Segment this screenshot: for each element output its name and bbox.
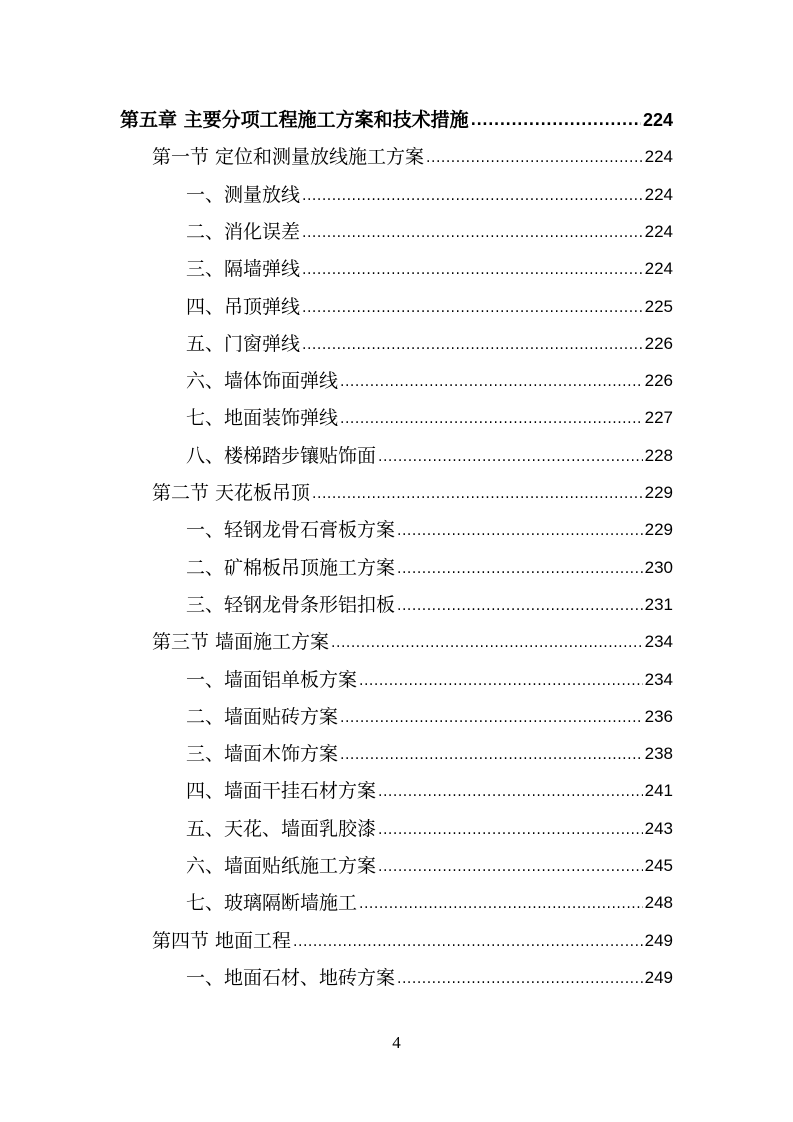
- toc-entry-page: 225: [644, 297, 673, 316]
- toc-dot-leader: [302, 332, 643, 356]
- toc-entry-page: 249: [644, 968, 673, 987]
- toc-entry-page: 231: [644, 595, 673, 614]
- toc-item-row: [186, 773, 673, 803]
- toc-entry-title: 六、墙面贴纸施工方案: [186, 855, 377, 877]
- toc-dot-leader: [378, 779, 643, 803]
- toc-entry-page: 241: [644, 781, 673, 800]
- toc-entry-page: 243: [644, 819, 673, 838]
- toc-entry-title: 五、天花、墙面乳胶漆: [186, 818, 377, 840]
- toc-entry-title: 四、吊顶弹线: [186, 296, 301, 318]
- toc-entry-title: 七、地面装饰弹线: [186, 407, 339, 429]
- toc-item-row: [186, 699, 673, 729]
- toc-item-row: [186, 400, 673, 430]
- toc-dot-leader: [471, 108, 641, 132]
- toc-dot-leader: [397, 518, 643, 542]
- toc-dot-leader: [378, 817, 643, 841]
- toc-entry-page: 226: [644, 371, 673, 390]
- toc-item-row: [186, 289, 673, 319]
- toc-entry-title: 第二节 天花板吊顶: [152, 482, 311, 504]
- toc-entry-title: 四、墙面干挂石材方案: [186, 780, 377, 802]
- toc-item-row: [186, 438, 673, 468]
- toc-entry-page: 236: [644, 707, 673, 726]
- toc-entry-title: 二、墙面贴砖方案: [186, 706, 339, 728]
- toc-entry-title: 三、隔墙弹线: [186, 258, 301, 280]
- toc-entry-title: 三、墙面木饰方案: [186, 743, 339, 765]
- toc-dot-leader: [340, 742, 643, 766]
- toc-item-row: [186, 960, 673, 990]
- toc-item-row: [186, 512, 673, 542]
- toc-item-row: [186, 177, 673, 207]
- toc-entry-title: 第四节 地面工程: [152, 930, 292, 952]
- toc-entry-page: 248: [644, 893, 673, 912]
- toc-entry-title: 二、矿棉板吊顶施工方案: [186, 557, 396, 579]
- toc-entry-page: 234: [644, 670, 673, 689]
- toc-dot-leader: [302, 183, 643, 207]
- toc-entry-title: 八、楼梯踏步镶贴饰面: [186, 445, 377, 467]
- toc-dot-leader: [312, 481, 643, 505]
- toc-dot-leader: [397, 593, 643, 617]
- toc-entry-title: 一、测量放线: [186, 184, 301, 206]
- toc-chapter-row: [120, 102, 673, 132]
- toc-item-row: [186, 736, 673, 766]
- toc-entry-title: 一、地面石材、地砖方案: [186, 967, 396, 989]
- toc-section-row: [152, 475, 673, 505]
- toc-dot-leader: [397, 966, 643, 990]
- toc-item-row: [186, 214, 673, 244]
- toc-section-row: [152, 139, 673, 169]
- toc-dot-leader: [340, 406, 643, 430]
- toc-entry-page: 224: [644, 147, 673, 166]
- toc-entry-page: 224: [644, 185, 673, 204]
- toc-item-row: [186, 662, 673, 692]
- toc-item-row: [186, 587, 673, 617]
- toc-item-row: [186, 811, 673, 841]
- toc-item-row: [186, 251, 673, 281]
- toc-entry-title: 二、消化误差: [186, 221, 301, 243]
- toc-dot-leader: [302, 295, 643, 319]
- toc-dot-leader: [302, 257, 643, 281]
- toc-entry-title: 第三节 墙面施工方案: [152, 631, 330, 653]
- toc-dot-leader: [302, 220, 643, 244]
- page-number: 4: [392, 1033, 401, 1052]
- toc-entry-title: 五、门窗弹线: [186, 333, 301, 355]
- toc-dot-leader: [293, 929, 643, 953]
- toc-entry-page: 227: [644, 408, 673, 427]
- toc-dot-leader: [359, 891, 643, 915]
- toc-item-row: [186, 363, 673, 393]
- toc-dot-leader: [426, 145, 643, 169]
- toc-item-row: [186, 550, 673, 580]
- toc-entry-page: 230: [644, 558, 673, 577]
- toc-item-row: [186, 326, 673, 356]
- toc-entry-page: 224: [644, 222, 673, 241]
- toc-item-row: [186, 885, 673, 915]
- toc-dot-leader: [378, 444, 643, 468]
- toc-entry-title: 三、轻钢龙骨条形铝扣板: [186, 594, 396, 616]
- toc-section-row: [152, 923, 673, 953]
- toc-entry-title: 一、轻钢龙骨石膏板方案: [186, 519, 396, 541]
- toc-entry-page: 234: [644, 632, 673, 651]
- toc-entry-page: 249: [644, 931, 673, 950]
- toc-entry-page: 229: [644, 520, 673, 539]
- toc-entry-title: 第五章 主要分项工程施工方案和技术措施: [120, 109, 469, 131]
- toc-entry-title: 六、墙体饰面弹线: [186, 370, 339, 392]
- toc-entry-page: 229: [644, 483, 673, 502]
- toc-dot-leader: [331, 630, 643, 654]
- toc-entry-page: 224: [642, 110, 673, 130]
- toc-entry-page: 224: [644, 259, 673, 278]
- toc-dot-leader: [397, 556, 643, 580]
- toc-item-row: [186, 848, 673, 878]
- toc-dot-leader: [359, 668, 643, 692]
- toc-entry-title: 第一节 定位和测量放线施工方案: [152, 146, 425, 168]
- toc-dot-leader: [340, 369, 643, 393]
- toc-entry-page: 238: [644, 744, 673, 763]
- toc-entry-page: 245: [644, 856, 673, 875]
- toc-dot-leader: [340, 705, 643, 729]
- toc-entry-page: 228: [644, 446, 673, 465]
- toc-section-row: [152, 624, 673, 654]
- toc-dot-leader: [378, 854, 643, 878]
- toc-entry-title: 一、墙面铝单板方案: [186, 669, 358, 691]
- toc-entry-page: 226: [644, 334, 673, 353]
- toc-entry-title: 七、玻璃隔断墙施工: [186, 892, 358, 914]
